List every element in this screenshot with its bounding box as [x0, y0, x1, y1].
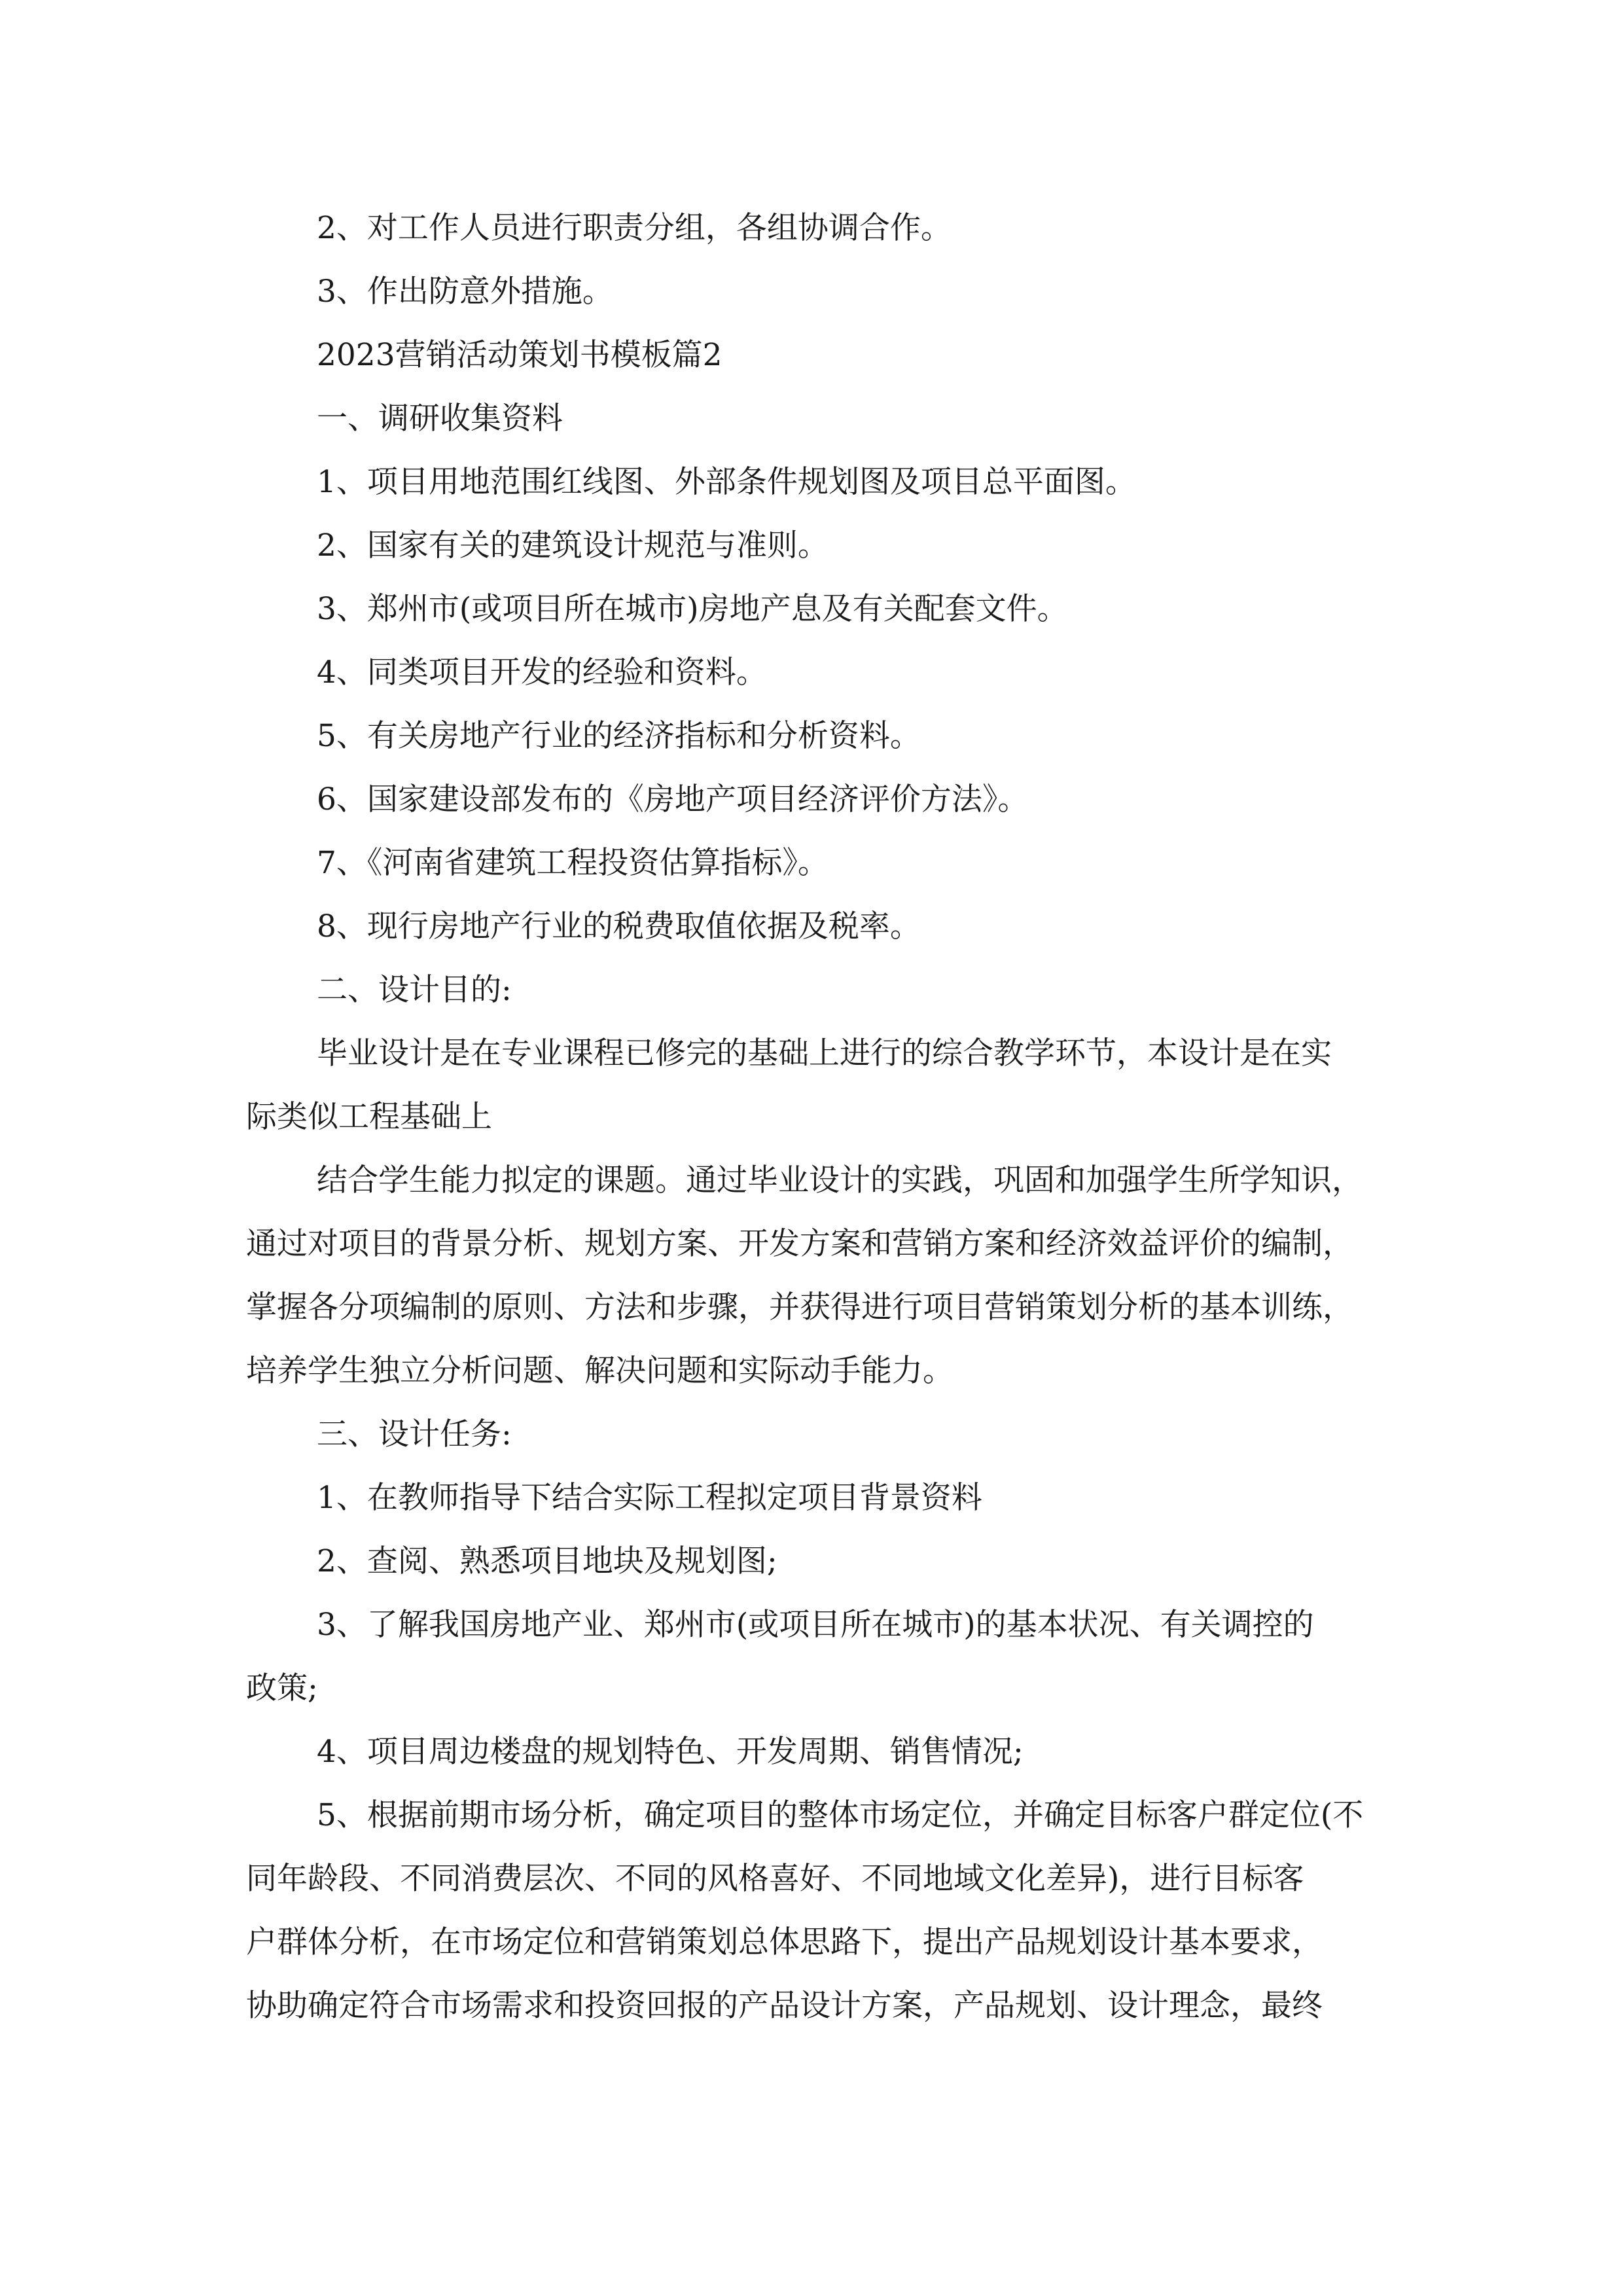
text-line: 8、现行房地产行业的税费取值依据及税率。 [317, 908, 921, 944]
section-heading [246, 387, 1381, 450]
text-line: 3、了解我国房地产业、郑州市(或项目所在城市)的基本状况、有关调控的 [317, 1607, 1314, 1643]
text-line: 一、调研收集资料 [317, 401, 563, 437]
text-line: 7、《河南省建筑工程投资估算指标》。 [317, 845, 829, 881]
text-line: 3、郑州市(或项目所在城市)房地产息及有关配套文件。 [317, 591, 1068, 627]
text-line: 5、有关房地产行业的经济指标和分析资料。 [317, 718, 921, 754]
text-line: 2、对工作人员进行职责分组，各组协调合作。 [317, 210, 952, 246]
list-item [246, 1720, 1381, 1784]
body-paragraph [246, 1022, 1381, 1149]
text-line: 5、根据前期市场分析，确定项目的整体市场定位，并确定目标客户群定位(不 [317, 1797, 1364, 1833]
text-line: 1、在教师指导下结合实际工程拟定项目背景资料 [317, 1480, 982, 1516]
list-item [246, 704, 1381, 768]
text-line: 通过对项目的背景分析、规划方案、开发方案和营销方案和经济效益评价的编制， [246, 1226, 1353, 1262]
body-paragraph [246, 1149, 1381, 1403]
text-line: 6、国家建设部发布的《房地产项目经济评价方法》。 [317, 781, 1029, 817]
text-line: 二、设计目的: [317, 972, 512, 1008]
text-line: 培养学生独立分析问题、解决问题和实际动手能力。 [246, 1353, 954, 1389]
section-title [246, 323, 1381, 387]
list-item [246, 577, 1381, 641]
text-line: 际类似工程基础上 [246, 1099, 492, 1135]
list-item [246, 895, 1381, 958]
list-item [246, 768, 1381, 831]
text-line: 协助确定符合市场需求和投资回报的产品设计方案，产品规划、设计理念，最终 [246, 1988, 1323, 2024]
text-line: 政策; [246, 1670, 318, 1706]
list-item [246, 1784, 1381, 2037]
text-line: 户群体分析，在市场定位和营销策划总体思路下，提出产品规划设计基本要求， [246, 1924, 1323, 1960]
section-heading [246, 958, 1381, 1022]
text-line: 三、设计任务: [317, 1416, 512, 1452]
text-line: 1、项目用地范围红线图、外部条件规划图及项目总平面图。 [317, 464, 1136, 500]
list-item [246, 641, 1381, 704]
list-item [246, 514, 1381, 577]
list-item [246, 1530, 1381, 1593]
list-item [246, 1466, 1381, 1530]
list-item [246, 1593, 1381, 1720]
list-item [246, 196, 1381, 260]
text-line: 4、项目周边楼盘的规划特色、开发周期、销售情况; [317, 1734, 1024, 1770]
text-line: 掌握各分项编制的原则、方法和步骤，并获得进行项目营销策划分析的基本训练， [246, 1289, 1353, 1325]
text-line: 4、同类项目开发的经验和资料。 [317, 655, 767, 691]
text-line: 结合学生能力拟定的课题。通过毕业设计的实践，巩固和加强学生所学知识， [317, 1162, 1363, 1198]
text-line: 同年龄段、不同消费层次、不同的风格喜好、不同地域文化差异)，进行目标客 [246, 1861, 1304, 1897]
text-line: 2023营销活动策划书模板篇2 [317, 337, 722, 373]
text-line: 3、作出防意外措施。 [317, 274, 613, 310]
text-line: 2、国家有关的建筑设计规范与准则。 [317, 528, 829, 564]
text-line: 2、查阅、熟悉项目地块及规划图; [317, 1543, 777, 1579]
list-item [246, 450, 1381, 514]
text-line: 毕业设计是在专业课程已修完的基础上进行的综合教学环节，本设计是在实 [317, 1035, 1332, 1071]
list-item [246, 831, 1381, 895]
list-item [246, 260, 1381, 323]
section-heading [246, 1403, 1381, 1466]
